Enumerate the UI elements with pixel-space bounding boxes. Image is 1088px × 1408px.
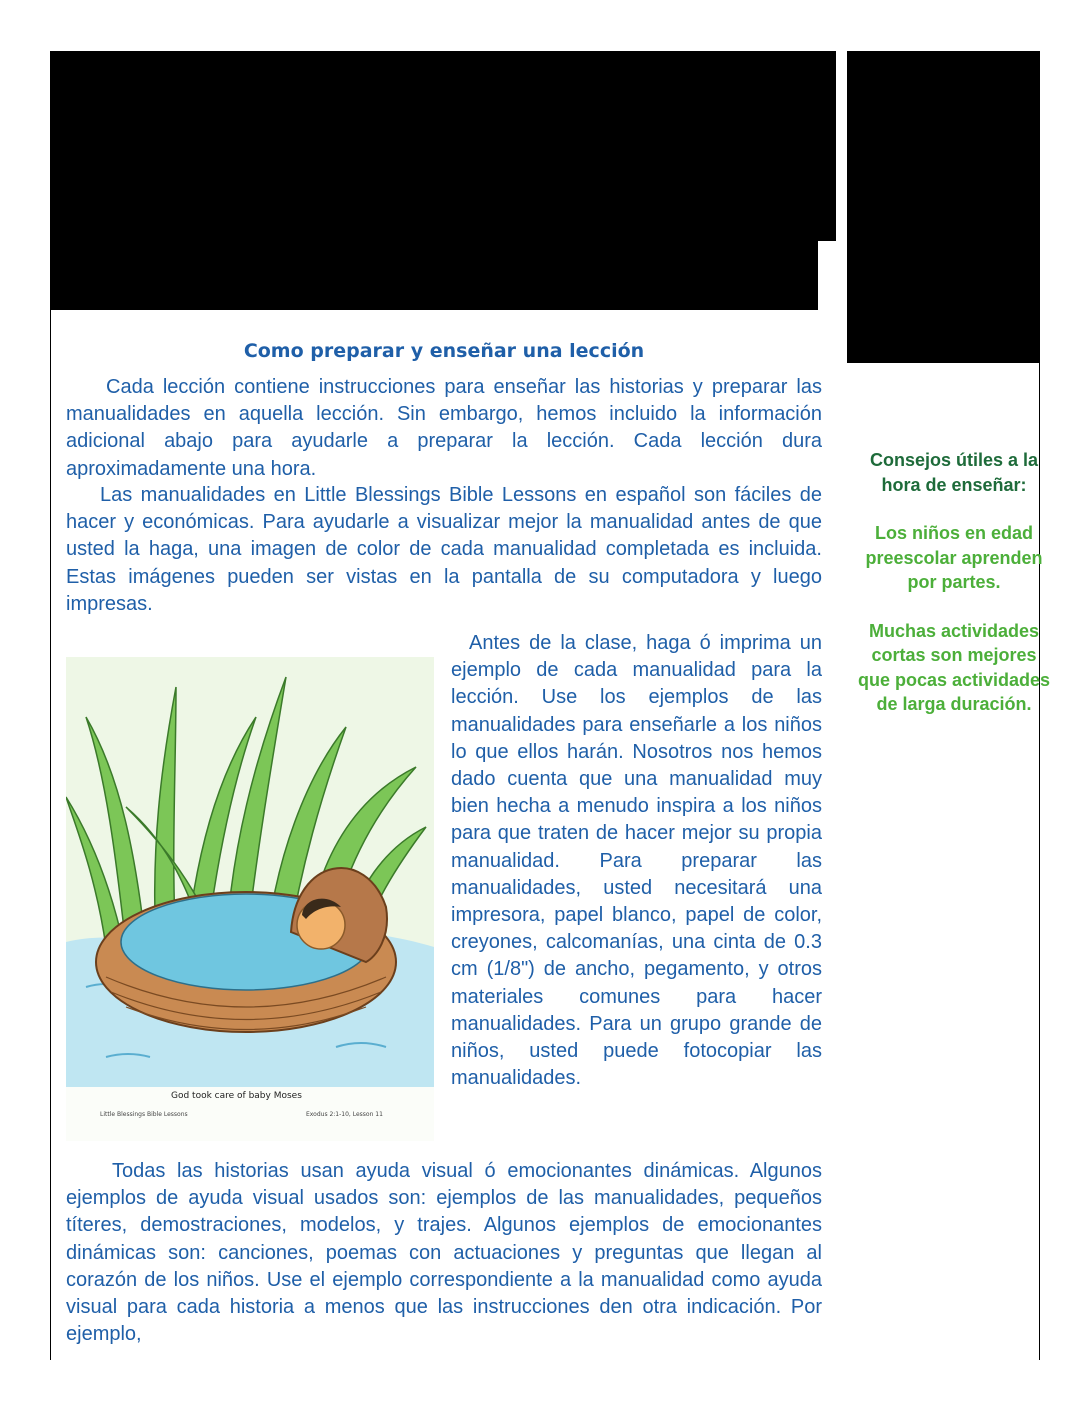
illustration-footer-left: Little Blessings Bible Lessons — [100, 1111, 188, 1118]
paragraph-preparation: Antes de la clase, haga ó imprima un ejemplo de cada manualidad para la lección. Use los ejemplos de las manualidades para enseñarle a los niños lo que ellos harán. Nosotros nos hemos dado cuenta que una manualidad muy bien hecha a menudo inspira a los niños para que traten de hacer mejor su propia manualidad. Para preparar las manualidades, usted necesitará una impresora, papel blanco, papel de color, creyones, calcomanías, una cinta de 0.3 cm (1/8") de ancho, pegamento, y otros materiales comunes para hacer manualidades. Para un grupo grande de niños, usted puede fotocopiar las manualidades. — [451, 632, 822, 1090]
baby-moses-drawing — [66, 657, 434, 1141]
sidebar-tip: Muchas actividades cortas son mejores que pocas actividades de larga duración. — [857, 620, 1051, 714]
sidebar-black-block — [847, 51, 1040, 363]
paragraph-intro: Cada lección contiene instrucciones para enseñar las historias y preparar las manualidades en aquella lección. Sin embargo, hemos incluido la información adicional abajo para ayudarle a preparar la lección. Cada lección dura aproximadamente una hora. — [66, 376, 822, 480]
sidebar-tip: Los niños en edad preescolar aprenden por partes. — [865, 523, 1043, 592]
paragraph-visual-aids: Todas las historias usan ayuda visual ó emocionantes dinámicas. Algunos ejemplos de ayuda visual usados son: ejemplos de las manualidades, pequeños títeres, demostraciones, modelos, y trajes. Algunos ejemplos de emocionantes dinámicas son: canciones, poemas con actuaciones y preguntas que llegan al corazón de los niños. Use el ejemplo correspondiente a la manualidad como ayuda visual para cada historia a menos que las instrucciones den otra indicación. Por ejemplo, — [66, 1160, 822, 1346]
left-border-line — [50, 310, 51, 1360]
sidebar-heading: Consejos útiles a la hora de enseñar: — [869, 450, 1039, 495]
illustration-caption: God took care of baby Moses — [171, 1091, 302, 1101]
illustration-footer-right: Exodus 2:1-10, Lesson 11 — [306, 1111, 383, 1118]
article-title: Como preparar y enseñar una lección — [243, 340, 645, 362]
tips-sidebar — [855, 448, 1053, 717]
header-black-block — [50, 51, 836, 241]
header-black-block-lower — [50, 240, 818, 310]
baby-moses-illustration — [66, 657, 434, 1141]
paragraph-crafts: Las manualidades en Little Blessings Bible Lessons en español son fáciles de hacer y económicas. Para ayudarle a visualizar mejor la manualidad antes de que usted la haga, una imagen de color de cada manualidad completada es incluida. Estas imágenes pueden ser vistas en la pantalla de su computadora y luego impresas. — [66, 484, 822, 615]
